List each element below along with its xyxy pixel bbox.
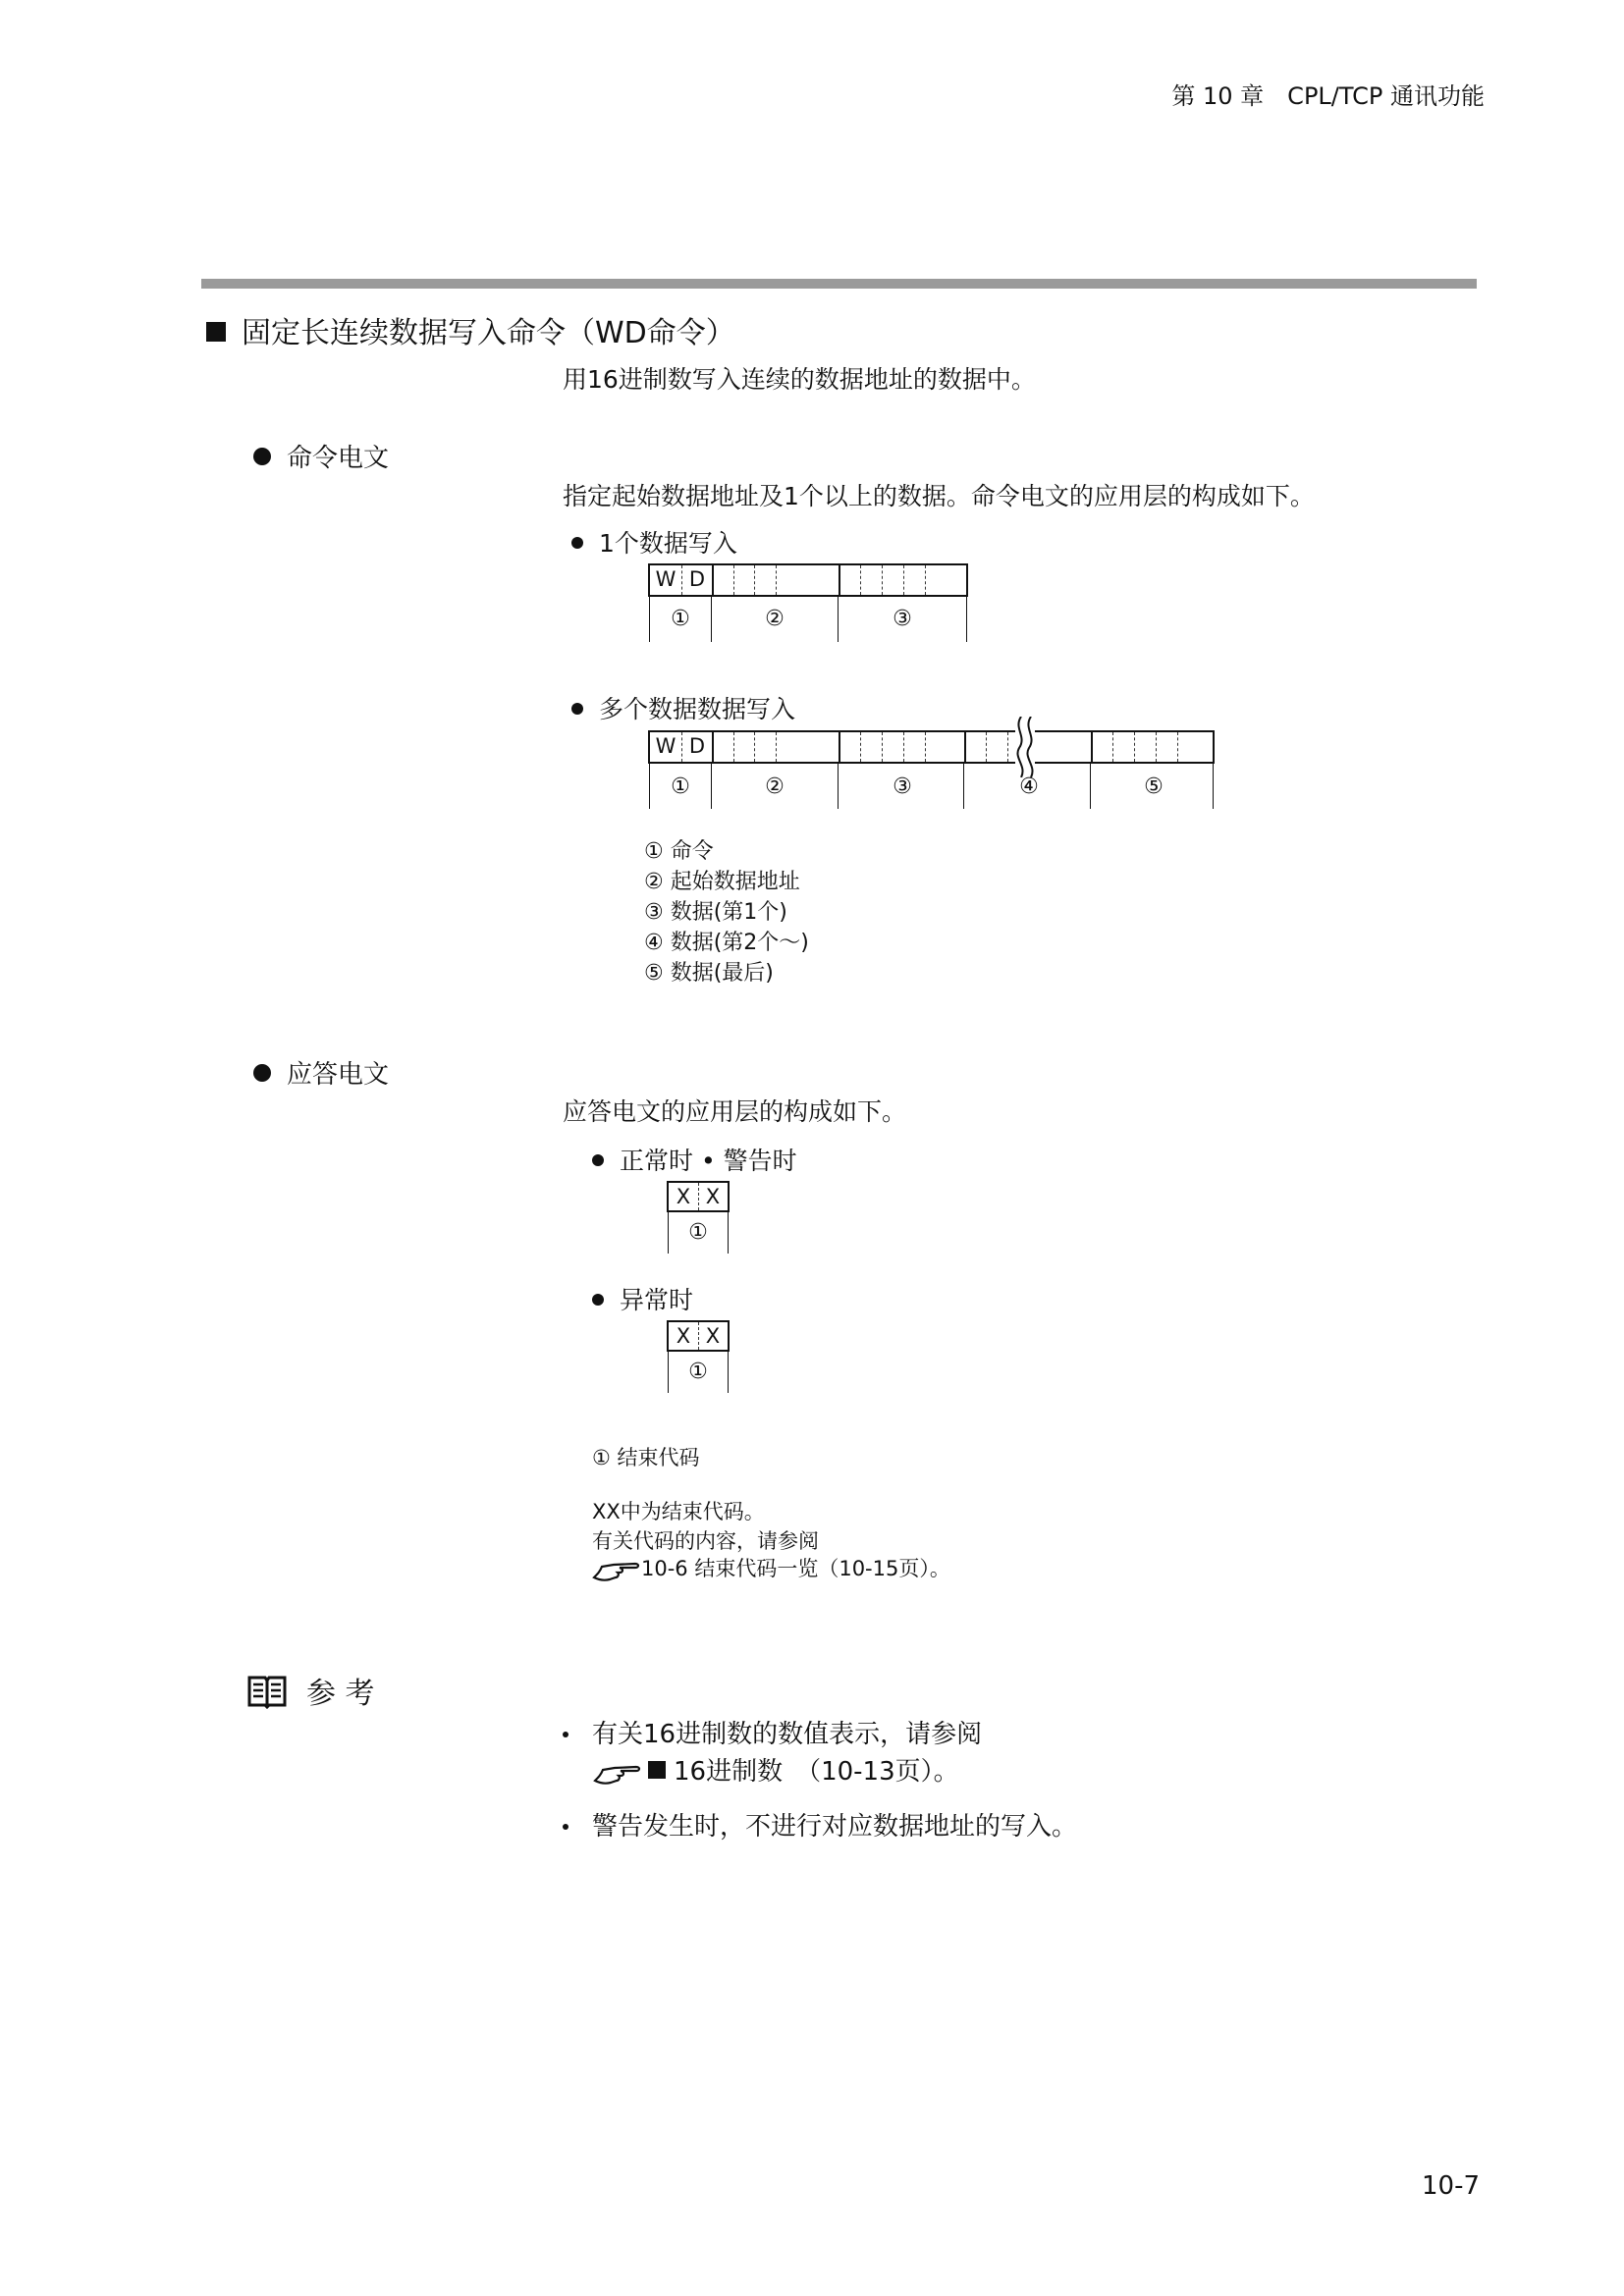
chapter-header: 第 10 章 CPL/TCP 通讯功能	[1171, 82, 1485, 110]
frame-char: X	[705, 1185, 721, 1208]
field-number: ⑤	[1144, 774, 1164, 799]
field-number: ②	[765, 774, 785, 799]
bullet-icon	[253, 448, 271, 465]
response-note: XX中为结束代码。	[592, 1500, 765, 1523]
normal-label-text: 正常时 • 警告时	[620, 1147, 797, 1175]
command-legend	[644, 836, 809, 988]
reference-item	[563, 1714, 982, 1750]
field-number: ②	[765, 607, 785, 631]
multi-label	[571, 690, 795, 725]
response-note: 有关代码的内容，请参阅	[592, 1529, 819, 1553]
section-rule	[201, 279, 1477, 289]
field-number: ④	[1019, 774, 1039, 799]
abnormal-label-text: 异常时	[620, 1286, 694, 1314]
field-number: ③	[893, 774, 912, 799]
frame-char: D	[688, 734, 706, 758]
multi-label-text: 多个数据数据写入	[599, 695, 796, 723]
reference-item-text: 警告发生时，不进行对应数据地址的写入。	[592, 1812, 1078, 1842]
field-number: ①	[688, 1360, 708, 1384]
reference-link-text[interactable]: 16进制数 （10-13页）。	[674, 1757, 959, 1787]
field-number: ①	[671, 607, 690, 631]
frame-char: W	[655, 567, 677, 591]
response-heading-text: 应答电文	[287, 1060, 390, 1090]
reference-heading	[247, 1669, 375, 1712]
section-title	[206, 308, 735, 351]
bullet-icon	[592, 1294, 604, 1306]
dot-bullet-icon	[563, 1732, 568, 1737]
legend-item: ④ 数据(第2个～)	[644, 931, 809, 955]
response-note-link-text[interactable]: 10-6 结束代码一览（10-15页）。	[641, 1557, 950, 1580]
reference-heading-text: 参 考	[306, 1677, 375, 1711]
bullet-icon	[571, 537, 583, 549]
command-desc: 指定起始数据地址及1个以上的数据。命令电文的应用层的构成如下。	[563, 482, 1315, 510]
response-note-link[interactable]	[592, 1554, 950, 1583]
legend-item: ① 命令	[644, 839, 714, 864]
multi-frame	[648, 730, 1215, 764]
page-number: 10-7	[1421, 2171, 1480, 2201]
command-heading-text: 命令电文	[287, 444, 390, 473]
square-bullet-icon	[206, 322, 226, 342]
frame-char: W	[655, 734, 677, 758]
square-bullet-icon	[648, 1761, 666, 1779]
bullet-icon	[571, 703, 583, 715]
reference-link[interactable]	[593, 1751, 959, 1788]
field-number: ③	[893, 607, 912, 631]
abnormal-label	[592, 1281, 693, 1316]
section-intro: 用16进制数写入连续的数据地址的数据中。	[563, 365, 1036, 394]
response-legend: ① 结束代码	[592, 1446, 700, 1469]
command-heading	[253, 438, 389, 474]
normal-label	[592, 1142, 797, 1177]
legend-item: ③ 数据(第1个)	[644, 900, 787, 925]
frame-char: D	[688, 567, 706, 591]
frame-char: X	[705, 1324, 721, 1348]
bullet-icon	[253, 1064, 271, 1082]
book-icon	[247, 1674, 287, 1709]
pointing-hand-icon	[592, 1556, 641, 1581]
section-title-text: 固定长连续数据写入命令（WD命令）	[242, 316, 735, 350]
normal-frame	[667, 1181, 730, 1212]
pointing-hand-icon	[593, 1759, 642, 1785]
reference-item	[563, 1806, 1077, 1842]
single-frame	[648, 563, 968, 597]
legend-item: ⑤ 数据(最后)	[644, 961, 774, 986]
legend-item: ② 起始数据地址	[644, 870, 800, 894]
response-desc: 应答电文的应用层的构成如下。	[563, 1097, 907, 1126]
bullet-icon	[592, 1154, 604, 1166]
reference-item-text: 有关16进制数的数值表示，请参阅	[592, 1720, 983, 1749]
frame-char: X	[676, 1185, 691, 1208]
break-mark-icon	[1011, 717, 1041, 777]
dot-bullet-icon	[563, 1824, 568, 1830]
abnormal-frame	[667, 1320, 730, 1352]
response-heading	[253, 1054, 389, 1091]
single-label	[571, 524, 737, 560]
field-number: ①	[688, 1220, 708, 1245]
frame-char: X	[676, 1324, 691, 1348]
single-label-text: 1个数据写入	[599, 529, 737, 558]
field-number: ①	[671, 774, 690, 799]
